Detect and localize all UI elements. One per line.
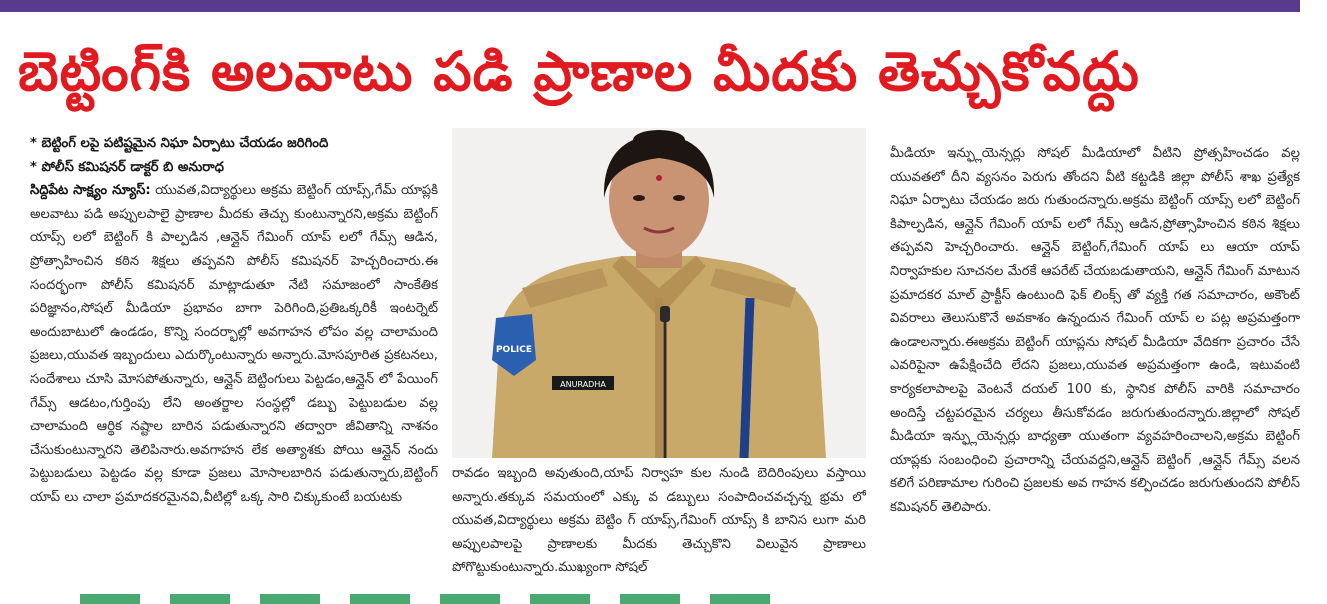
left-column bbox=[30, 132, 438, 590]
left-paragraph bbox=[30, 179, 438, 509]
dateline: సిద్దిపేట సాక్ష్యం న్యూస్: bbox=[30, 183, 151, 199]
right-body-text: మీడియా ఇన్ఫ్లుయెన్సర్లు సోషల్ మీడియాలో వీటిని ప్రోత్సహించడం వల్ల యువతలో దీని వ్యసనం పెరుగు తోందని వీటి కట్టడికి జిల్లా పోలీస్ శాఖ ప్రత్యేక నిఘా ఏర్పాటు చేయడం జరు గుతుందన్నారు.అక్రమ బెట్టింగ్ యాప్స్ లలో బెట్టింగ్ కిపాల్పడిన, ఆన్లైన్ గేమింగ్ యాప్ లలో గేమ్స్ ఆడిన,ప్రోత్సాహించిన కఠిన శిక్షలు తప్పవని హెచ్చరించారు. ఆన్లైన్ బెట్టింగ్,గేమింగ్ యాప్ లు ఆయా యాప్ నిర్వాహకుల సూచనల మేరకే ఆపరేట్ చేయబడుతాయని, ఆన్లైన్ గేమింగ్ మాటున ప్రమాదకర మాల్ ప్రాక్టీస్ ఉంటుంది ఫెక్ లింక్స్ తో వ్యక్తి గత సమాచారం, అకౌంట్ వివరాలు తెలుసుకొనే అవకాశం ఉన్నందున గేమింగ్ యాప్ ల పట్ల అప్రమత్తంగా ఉండాలన్నారు.ఈఅక్రమ బెట్టింగ్ యాప్లను సోషల్ మీడియా వేదికగా ప్రచారం చేసే ఎవరిపైనా ఉపేక్షించేది లేదని ప్రజలు,యువత అప్రమత్తంగా ఉండి, ఇటువంటి కార్యకలాపాలపై వెంటనే దయల్ 100 కు, స్థానిక పోలీస్ వారికి సమాచారం అందిస్తే చట్టపరమైన చర్యలు తీసుకోవడం జరుగుతుందన్నారు.జిల్లాలో సోషల్ మీడియా ఇన్ఫ్లుయెన్సర్లు బాధ్యతా యుతంగా వ్యవహరించాలని,అక్రమ బెట్టింగ్ యాప్లకు సంబంధించి ప్రచారాన్ని చేయవద్దని,ఆన్లైన్ బెట్టింగ్ ,ఆన్లైన్ గేమ్స్ వలన కలిగే పరిణామాల గురించి ప్రజలకు అవ గాహన కల్పించడం జరుగుతుందని పోలీస్ కమిషనర్ తెలిపారు. bbox=[890, 146, 1300, 515]
right-column bbox=[890, 142, 1300, 590]
middle-body-text: రావడం ఇబ్బంది అవుతుంది,యాప్ నిర్వాహ కుల నుండి బెదిరింపులు వస్తాయి అన్నారు.తక్కువ సమయంలో ఎక్కు వ డబ్బులు సంపాదించవచ్చన్న భ్రమ లో యువత,విద్యార్థులు అక్రమ బెట్టిం గ్ యాప్స్,గేమింగ్ యాప్స్ కి బానిస లుగా మరి అప్పులపాలపై ప్రాణాలకు మీదకు తెచ్చుకొని విలువైన ప్రాణాలు పోగొట్టుకుంటున్నారు.ముఖ్యంగా సోషల్ bbox=[452, 466, 866, 576]
next-headline-fragment bbox=[80, 594, 780, 604]
top-color-band bbox=[0, 0, 1300, 12]
left-body-text: యువత,విద్యార్థులు అక్రమ బెట్టింగ్ యాప్స్,గేమ్ యాప్లకి అలవాటు పడి అప్పులపాలై ప్రాణాల మీదకు తెచ్చు కుంటున్నారని,అక్రమ బెట్టింగ్ యాప్స్ లలో బెట్టింగ్ కి పాల్పడిన ,ఆన్లైన్ గేమింగ్ యాప్ లలో గేమ్స్ ఆడిన, ప్రోత్సాహించిన కఠిన శిక్షలు తప్పవని పోలీస్ కమిషనర్ హెచ్చరించారు.ఈ సందర్భంగా పోలీస్ కమిషనర్ మాట్లాడుతూ నేటి సమాజంలో సాంకేతిక పరిజ్ఞానం,సోషల్ మీడియా ప్రభావం బాగా పెరిగింది,ప్రతిఒక్కరికీ ఇంటర్నెట్ అందుబాటులో ఉండడం, కొన్ని సందర్భాల్లో అవగాహన లోపం వల్ల చాలామంది ప్రజలు,యువత ఇబ్బందులు ఎదుర్కొంటున్నారు అన్నారు.మోసపూరిత ప్రకటనలు, సందేశాలు చూసి మోసపోతున్నారు, ఆన్లైన్ బెట్టింగులు పెట్టడం,ఆన్లైన్ లో పేయింగ్ గేమ్స్ ఆడటం,గుర్తింపు లేని అంతర్జాల సంస్థల్లో డబ్బు పెట్టుబడుల వల్ల చాలామంది ఆర్థిక నష్టాల బారిన పడుతున్నారని తద్వారా జీవితాన్ని నాశనం చేసుకుంటున్నారని తెలిపినారు.అవగాహన లేక అత్యాశకు పోయి ఆన్లైన్ నందు పెట్టుబడులు పెట్టడం వల్ల కూడా ప్రజలు మోసాలబారిన పడుతున్నారు,బెట్టింగ్ యాప్ లు చాలా ప్రమాదకరమైనవి,వీటిల్లో ఒక్క సారి చిక్కుకుంటే బయటకు bbox=[30, 183, 438, 505]
headline: బెట్టింగ్‌కి అలవాటు పడి ప్రాణాల మీదకు తెచ్చుకోవద్దు bbox=[18, 40, 1140, 103]
badge-text: POLICE bbox=[495, 345, 533, 355]
commissioner-photo bbox=[452, 128, 866, 458]
middle-column bbox=[452, 462, 866, 590]
bullet-2: * పోలీస్ కమిషనర్ డాక్టర్ బి అనురాధ bbox=[30, 159, 224, 175]
name-plate-text: ANURADHA bbox=[560, 380, 606, 389]
commissioner-illustration bbox=[452, 128, 866, 458]
bullet-1: * బెట్టింగ్ లపై పటిష్టమైన నిఘా ఏర్పాటు చేయడం జరిగింది bbox=[30, 136, 329, 151]
